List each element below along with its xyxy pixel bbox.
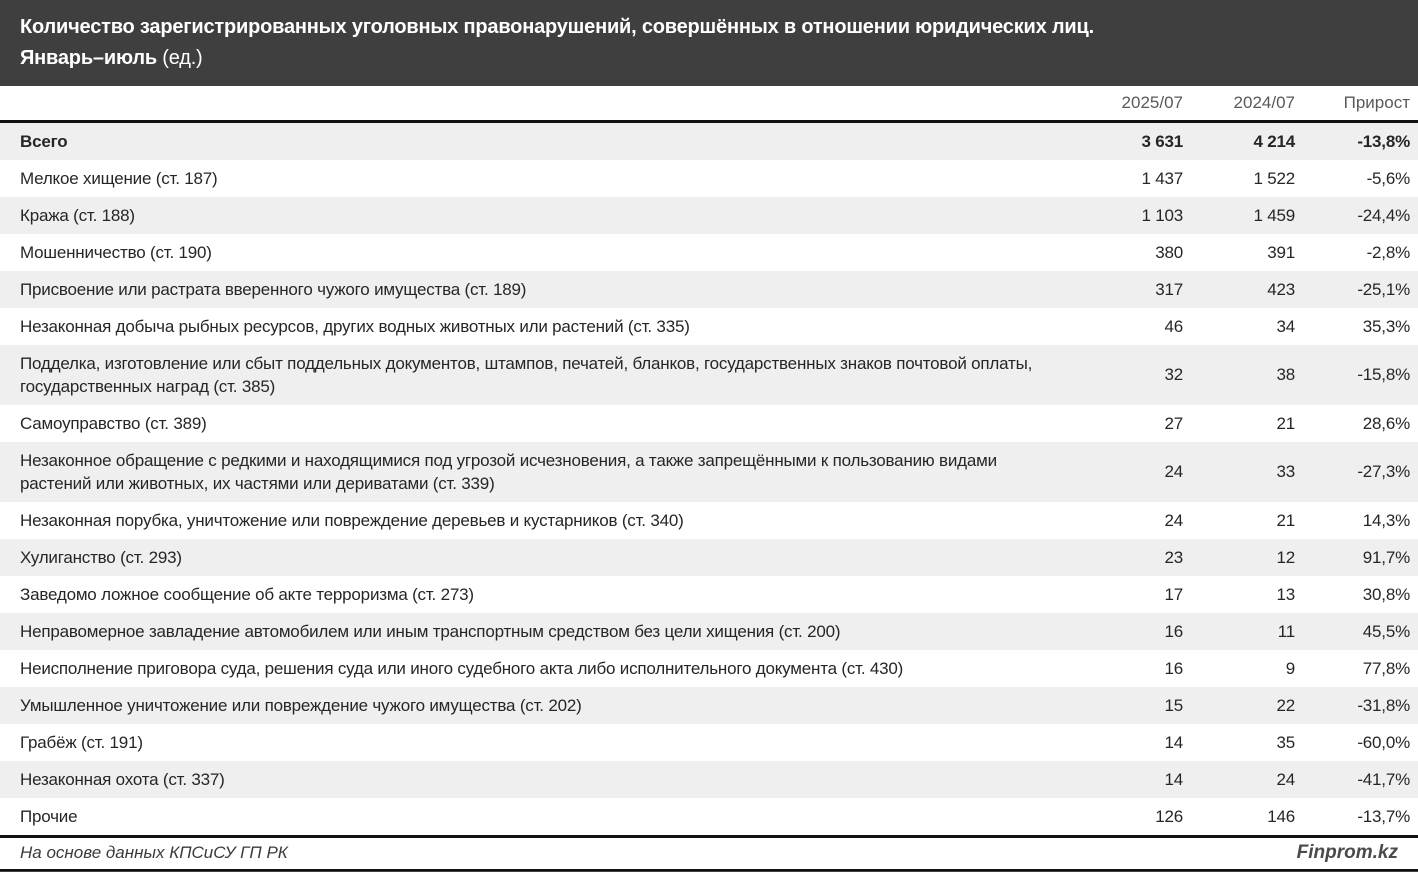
table-row: [0, 345, 1418, 405]
value-2025: 14: [1164, 732, 1183, 752]
title-line2: [20, 43, 1398, 74]
growth-value: -13,7%: [1357, 806, 1410, 826]
row-label: Подделка, изготовление или сбыт поддельных документов, штампов, печатей, бланков, государственных знаков почтовой оплаты, государственных наград (ст. 385): [20, 353, 1033, 396]
value-2024: 22: [1276, 695, 1295, 715]
value-2025: 17: [1164, 584, 1183, 604]
growth-value: 28,6%: [1362, 413, 1410, 433]
growth-value: -13,8%: [1357, 131, 1410, 151]
column-header-2024: 2024/07: [1191, 86, 1303, 121]
table-row: [0, 687, 1418, 724]
value-2024: 423: [1267, 279, 1295, 299]
table-body: [0, 121, 1418, 835]
row-label: Неисполнение приговора суда, решения суда или иного судебного акта либо исполнительного документа (ст. 430): [20, 658, 904, 678]
table-row: [0, 613, 1418, 650]
table-row: [0, 539, 1418, 576]
value-2025: 126: [1155, 806, 1183, 826]
value-2025: 16: [1164, 621, 1183, 641]
growth-value: -41,7%: [1357, 769, 1410, 789]
value-2025: 23: [1164, 547, 1183, 567]
value-2024: 33: [1276, 462, 1295, 481]
growth-value: -2,8%: [1366, 242, 1410, 262]
brand-logo: Finprom.kz: [1296, 841, 1398, 863]
source-note: На основе данных КПСиСУ ГП РК: [20, 842, 288, 862]
row-label: Незаконная охота (ст. 337): [20, 769, 225, 789]
table-footer: [0, 835, 1418, 871]
table-row: [0, 502, 1418, 539]
column-header-2025: 2025/07: [1073, 86, 1191, 121]
row-label: Прочие: [20, 806, 78, 826]
table-row: [0, 761, 1418, 798]
growth-value: -31,8%: [1357, 695, 1410, 715]
table-row: [0, 798, 1418, 835]
value-2024: 146: [1267, 806, 1295, 826]
growth-value: 35,3%: [1362, 316, 1410, 336]
chart-header: [0, 0, 1418, 86]
value-2025: 32: [1164, 365, 1183, 384]
table-row: [0, 650, 1418, 687]
table-row: [0, 234, 1418, 271]
row-label: Хулиганство (ст. 293): [20, 547, 182, 567]
value-2025: 16: [1164, 658, 1183, 678]
growth-value: -5,6%: [1366, 168, 1410, 188]
row-label: Кража (ст. 188): [20, 205, 135, 225]
growth-value: 14,3%: [1362, 510, 1410, 530]
value-2024: 21: [1276, 413, 1295, 433]
value-2025: 46: [1164, 316, 1183, 336]
growth-value: -15,8%: [1357, 365, 1410, 384]
title-line1: Количество зарегистрированных уголовных правонарушений, совершённых в отношении юридических лиц.: [20, 16, 1094, 38]
row-label: Заведомо ложное сообщение об акте терроризма (ст. 273): [20, 584, 474, 604]
row-label: Незаконное обращение с редкими и находящимися под угрозой исчезновения, а также запрещёнными к пользованию видами растений или животных, их частями или дериватами (ст. 339): [20, 450, 997, 493]
column-header-growth: Прирост: [1303, 86, 1418, 121]
value-2025: 3 631: [1141, 131, 1183, 151]
value-2024: 12: [1276, 547, 1295, 567]
value-2025: 24: [1164, 462, 1183, 481]
table-row: [0, 197, 1418, 234]
growth-value: 45,5%: [1362, 621, 1410, 641]
row-label: Грабёж (ст. 191): [20, 732, 143, 752]
growth-value: -60,0%: [1357, 732, 1410, 752]
row-label: Незаконная порубка, уничтожение или повреждение деревьев и кустарников (ст. 340): [20, 510, 684, 530]
value-2024: 13: [1276, 584, 1295, 604]
row-label: Незаконная добыча рыбных ресурсов, других водных животных или растений (ст. 335): [20, 316, 690, 336]
table-row: [0, 160, 1418, 197]
value-2024: 1 522: [1253, 168, 1295, 188]
value-2024: 4 214: [1253, 131, 1295, 151]
row-label: Всего: [20, 131, 68, 151]
value-2024: 38: [1276, 365, 1295, 384]
value-2025: 27: [1164, 413, 1183, 433]
column-header-category: [0, 86, 1073, 121]
value-2024: 1 459: [1253, 205, 1295, 225]
table-row: [0, 724, 1418, 761]
row-label: Мошенничество (ст. 190): [20, 242, 212, 262]
table-row: [0, 576, 1418, 613]
value-2025: 1 437: [1141, 168, 1183, 188]
row-label: Неправомерное завладение автомобилем или иным транспортным средством без цели хищения (ст. 200): [20, 621, 841, 641]
row-label: Присвоение или растрата вверенного чужого имущества (ст. 189): [20, 279, 527, 299]
title-period: Январь–июль: [20, 47, 157, 69]
crime-stats-table: [0, 86, 1418, 835]
table-row: [0, 442, 1418, 502]
row-label: Умышленное уничтожение или повреждение чужого имущества (ст. 202): [20, 695, 582, 715]
value-2025: 14: [1164, 769, 1183, 789]
column-header-row: [0, 86, 1418, 121]
row-label: Мелкое хищение (ст. 187): [20, 168, 218, 188]
value-2024: 24: [1276, 769, 1295, 789]
title-unit: (ед.): [156, 47, 203, 69]
row-label: Самоуправство (ст. 389): [20, 413, 207, 433]
value-2024: 21: [1276, 510, 1295, 530]
growth-value: 77,8%: [1362, 658, 1410, 678]
growth-value: 91,7%: [1362, 547, 1410, 567]
table-row: [0, 271, 1418, 308]
value-2025: 380: [1155, 242, 1183, 262]
total-row: [0, 121, 1418, 160]
growth-value: 30,8%: [1362, 584, 1410, 604]
table-header: [0, 86, 1418, 121]
value-2025: 317: [1155, 279, 1183, 299]
value-2025: 24: [1164, 510, 1183, 530]
value-2024: 391: [1267, 242, 1295, 262]
value-2025: 1 103: [1141, 205, 1183, 225]
growth-value: -25,1%: [1357, 279, 1410, 299]
value-2024: 11: [1277, 621, 1295, 641]
growth-value: -27,3%: [1357, 462, 1410, 481]
growth-value: -24,4%: [1357, 205, 1410, 225]
value-2024: 35: [1276, 732, 1295, 752]
table-row: [0, 405, 1418, 442]
value-2024: 34: [1276, 316, 1295, 336]
value-2025: 15: [1164, 695, 1183, 715]
value-2024: 9: [1285, 658, 1295, 678]
table-row: [0, 308, 1418, 345]
